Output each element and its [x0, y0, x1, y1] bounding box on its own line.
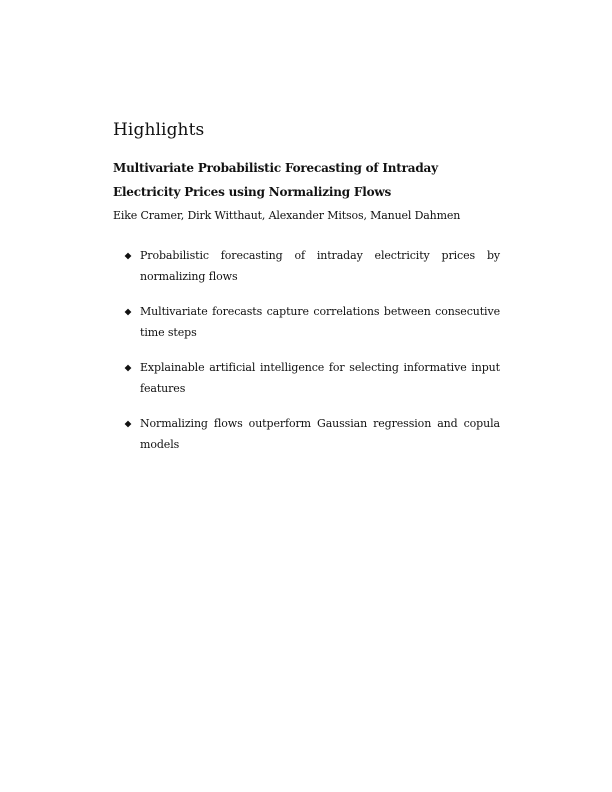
author-list: Eike Cramer, Dirk Witthaut, Alexander Mitsos, Manuel Dahmen: [113, 209, 461, 222]
diamond-bullet-icon: [125, 421, 132, 428]
highlight-item: [125, 245, 500, 287]
highlight-item: [125, 413, 500, 455]
highlights-heading: Highlights: [113, 120, 205, 140]
highlight-text: Multivariate forecasts capture correlations between consecutive time steps: [140, 305, 500, 339]
diamond-bullet-icon: [125, 365, 132, 372]
paper-title: Multivariate Probabilistic Forecasting of Intraday Electricity Prices using Normalizing Flows: [113, 161, 438, 199]
highlight-text: Explainable artificial intelligence for selecting informative input features: [140, 361, 500, 395]
highlight-item: [125, 357, 500, 399]
diamond-bullet-icon: [125, 253, 132, 260]
diamond-bullet-icon: [125, 309, 132, 316]
highlight-text: Probabilistic forecasting of intraday electricity prices by normalizing flows: [140, 249, 500, 283]
highlight-text: Normalizing flows outperform Gaussian regression and copula models: [140, 417, 500, 451]
highlight-item: [125, 301, 500, 343]
highlights-list: [125, 245, 500, 469]
